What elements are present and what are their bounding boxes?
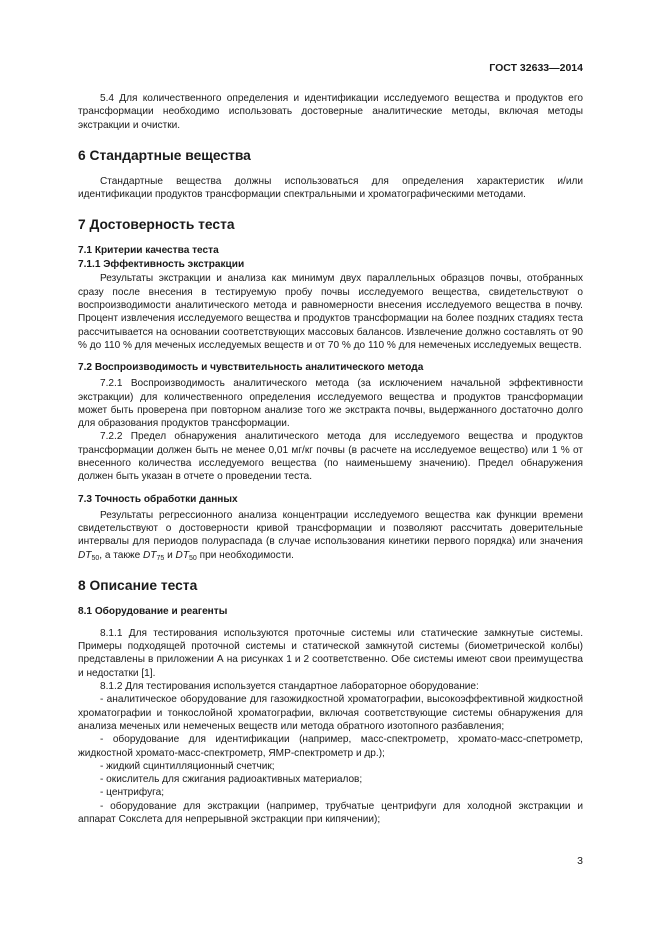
page-content	[78, 92, 583, 826]
dt75-subscript: 75	[156, 554, 165, 562]
page-number: 3	[577, 855, 583, 867]
dt-symbol: DT	[78, 549, 92, 561]
list-item: - оборудование для идентификации (например, масс-спектрометр, хромато-масс-спетрометр, жидкостной хромато-масс-спектрометр, ЯМР-спектрометр и др.);	[78, 734, 583, 759]
document-code: ГОСТ 32633—2014	[489, 62, 583, 74]
paragraph-5-4: 5.4 Для количественного определения и идентификации исследуемого вещества и продуктов его трансформации необходимо использовать достоверные аналитические методы, включая методы экстракции и очистки.	[78, 93, 583, 131]
paragraph-7-3-and: и	[167, 549, 173, 561]
section-7-1-title: 7.1 Критерии качества теста	[78, 245, 219, 257]
list-item: - оборудование для экстракции (например, трубчатые центрифуги для холодной экстракции и аппарат Сокслета для непрерывной экстракции при кипячении);	[78, 800, 583, 825]
paragraph-7-1-1: Результаты экстракции и анализа как минимум двух параллельных образцов почвы, отобранных сразу после внесения в тестируемую пробу почвы исследуемого вещества, свидетельствуют о воспроизводимости аналитического метода и равномерности внесения исследуемого вещества в почву. Процент извлечения исследуемого вещества и продуктов трансформации на более поздних стадиях теста рассчитывается на основании соответствующих массовых балансов. Извлечение должно составлять от 90 % до 110 % для меченых исследуемых веществ и от 70 % до 110 % для немеченых исследуемых веществ.	[78, 273, 583, 351]
section-8-1-title: 8.1 Оборудование и реагенты	[78, 605, 228, 617]
paragraph-7-3	[78, 509, 583, 562]
paragraph-6: Стандартные вещества должны использоваться для определения характеристик и/или идентификации продуктов трансформации спектральными и хроматографическими методами.	[78, 175, 583, 201]
section-8-title: 8 Описание теста	[78, 577, 198, 593]
section-7-1-1-title: 7.1.1 Эффективность экстракции	[78, 259, 245, 271]
list-item: - жидкий сцинтилляционный счетчик;	[100, 760, 275, 772]
list-item: - аналитическое оборудование для газожидкостной хроматографии, высокоэффективной жидкостной хроматографии и тонкослойной хроматографии, включая соответствующие системы обнаружения для анализа меченых или немеченых веществ или метода обратного изотопного разбавления;	[78, 694, 583, 732]
dt-symbol: DT	[175, 549, 190, 561]
paragraph-7-2-1: 7.2.1 Воспроизводимость аналитического метода (за исключением начальной эффективности экстракции) для количественного определения исследуемого вещества и продуктов трансформации может быть проверена при повторном анализе того же экстракта почвы, выдержанного достаточно долго для образования продуктов трансформации.	[78, 378, 583, 430]
paragraph-7-3-text: Результаты регрессионного анализа концентрации исследуемого вещества как функции времени свидетельствуют о достоверности кривой трансформации и позволяют рассчитать доверительные интервалы для периодов полураспада (в случае использования кинетики первого порядка) или значения	[78, 509, 583, 548]
paragraph-8-1-2: 8.1.2 Для тестирования используется стандартное лабораторное оборудование:	[100, 681, 479, 693]
list-item: - центрифуга;	[100, 787, 165, 799]
dt50-subscript: 50	[91, 554, 100, 562]
paragraph-7-3-end: при необходимости.	[199, 549, 294, 561]
dt-symbol: DT	[143, 549, 157, 561]
list-item: - окислитель для сжигания радиоактивных материалов;	[100, 774, 363, 786]
paragraph-8-1-1: 8.1.1 Для тестирования используются проточные системы или статические замкнутые системы. Примеры подходящей проточной системы и статической замкнутой системы (биометрической колбы) представлены в приложении А на рисунках 1 и 2 соответственно. Обе системы имеют свои преимущества и недостатки [1].	[78, 627, 583, 679]
section-7-title: 7 Достоверность теста	[78, 217, 235, 233]
paragraph-7-2-2: 7.2.2 Предел обнаружения аналитического метода для исследуемого вещества и продуктов трансформации должен быть не менее 0,01 мг/кг почвы (в расчете на исследуемое вещество) или 1 % от внесенного количества исследуемого вещества (по наименьшему значению). Предел обнаружения должен быть указан в отчете о проведении теста.	[78, 431, 583, 483]
paragraph-7-3-mid: , а также	[99, 549, 141, 561]
section-6-title: 6 Стандартные вещества	[78, 147, 251, 163]
section-7-2-title: 7.2 Воспроизводимость и чувствительность аналитического метода	[78, 362, 424, 374]
section-7-3-title: 7.3 Точность обработки данных	[78, 493, 238, 505]
dt50-subscript: 50	[189, 554, 197, 562]
